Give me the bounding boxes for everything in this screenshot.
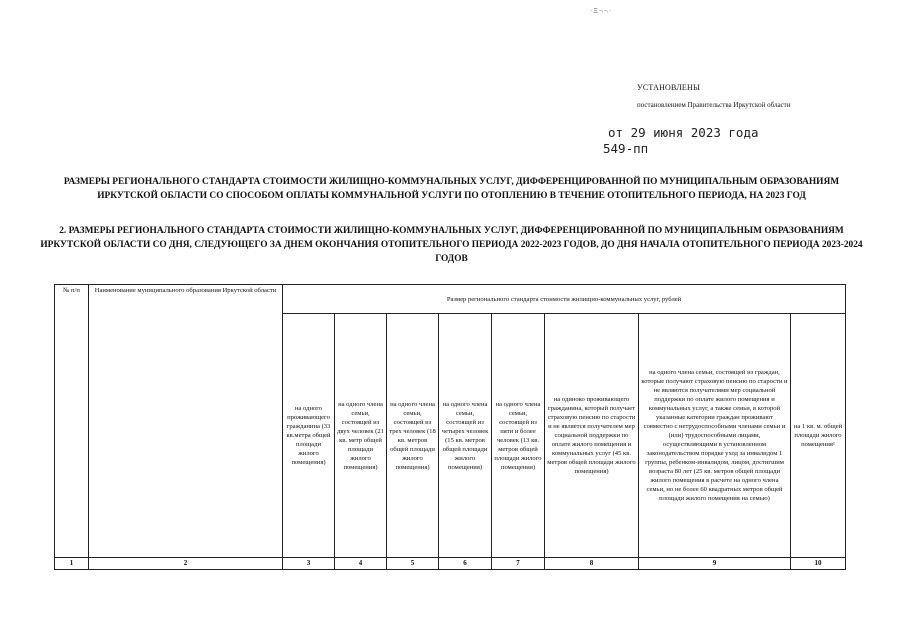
column-number: 6 (439, 557, 492, 569)
column-number-row (55, 557, 846, 569)
approval-date: от 29 июня 2023 года (608, 125, 759, 140)
header-number: № п/п (55, 285, 89, 558)
standard-cost-table (54, 284, 846, 570)
column-number: 5 (387, 557, 439, 569)
header-cost-group: Размер регионального стандарта стоимости жилищно-коммунальных услуг, рублей (283, 285, 846, 314)
column-number: 7 (492, 557, 545, 569)
column-number: 1 (55, 557, 89, 569)
column-number: 10 (791, 557, 846, 569)
scan-mark: ·Ξ¬¬· (590, 7, 613, 15)
approval-number: 549-пп (603, 141, 649, 156)
approval-authority: постановлением Правительства Иркутской области (637, 101, 791, 109)
table-header-row (55, 285, 846, 314)
header-col-10: на 1 кв. м. общей площади жилого помещения¹ (791, 314, 846, 558)
column-number: 4 (335, 557, 387, 569)
header-col-4: на одного члена семьи, состоящей из двух человек (21 кв. метр общей площади жилого помещения) (335, 314, 387, 558)
header-municipality: Наименование муниципального образования Иркутской области (89, 285, 283, 558)
header-col-3: на одного проживающего гражданина (33 кв.метра общей площади жилого помещения) (283, 314, 335, 558)
column-number: 2 (89, 557, 283, 569)
approval-label: УСТАНОВЛЕНЫ (637, 83, 701, 92)
header-col-9: на одного члена семьи, состоящей из граждан, которые получают страховую пенсию по старости и не являются получателями мер социальной поддержки по оплате жилого помещения и коммунальных услуг, а также семьи, в которой указанные категории граждан проживают совместно с нетрудоспособными членами семьи и (или) трудоспособными лицами, осуществляющими в установленном законодательством порядке уход за инвалидом 1 группы, ребенком-инвалидом, лицом, достигшим возраста 80 лет (25 кв. метров общей площади жилого помещения в расчете на одного члена семьи, но не более 60 квадратных метров общей площади жилого помещения на семью) (639, 314, 791, 558)
column-number: 3 (283, 557, 335, 569)
header-col-5: на одного члена семьи, состоящей из трех человек (18 кв. метров общей площади жилого помещения) (387, 314, 439, 558)
header-col-7: на одного члена семьи, состоящей из пяти и более человек (13 кв. метров общей площади жилого помещения) (492, 314, 545, 558)
header-col-6: на одного члена семьи, состоящей из четырех человек (15 кв. метров общей площади жилого помещения) (439, 314, 492, 558)
header-col-8: на одиноко проживающего гражданина, который получает страховую пенсию по старости и не является получателем мер социальной поддержки по оплате жилого помещения и коммунальных услуг (45 кв. метров общей площади жилого помещения) (545, 314, 639, 558)
column-number: 8 (545, 557, 639, 569)
document-title: РАЗМЕРЫ РЕГИОНАЛЬНОГО СТАНДАРТА СТОИМОСТИ ЖИЛИЩНО-КОММУНАЛЬНЫХ УСЛУГ, ДИФФЕРЕНЦИРОВАННОЙ ПО МУНИЦИПАЛЬНЫМ ОБРАЗОВАНИЯМ ИРКУТСКОЙ ОБЛАСТИ СО СПОСОБОМ ОПЛАТЫ КОММУНАЛЬНОЙ УСЛУГИ ПО ОТОПЛЕНИЮ В ТЕЧЕНИЕ ОТОПИТЕЛЬНОГО ПЕРИОДА, НА 2023 ГОД (63, 177, 840, 201)
column-number: 9 (639, 557, 791, 569)
section-title: 2. РАЗМЕРЫ РЕГИОНАЛЬНОГО СТАНДАРТА СТОИМОСТИ ЖИЛИЩНО-КОММУНАЛЬНЫХ УСЛУГ, ДИФФЕРЕНЦИРОВАННОЙ ПО МУНИЦИПАЛЬНЫМ ОБРАЗОВАНИЯМ ИРКУТСКОЙ ОБЛАСТИ СО ДНЯ, СЛЕДУЮЩЕГО ЗА ДНЕМ ОКОНЧАНИЯ ОТОПИТЕЛЬНОГО ПЕРИОДА 2022-2023 ГОДОВ, ДО ДНЯ НАЧАЛА ОТОПИТЕЛЬНОГО ПЕРИОДА 2023-2024 ГОДОВ (40, 226, 863, 264)
